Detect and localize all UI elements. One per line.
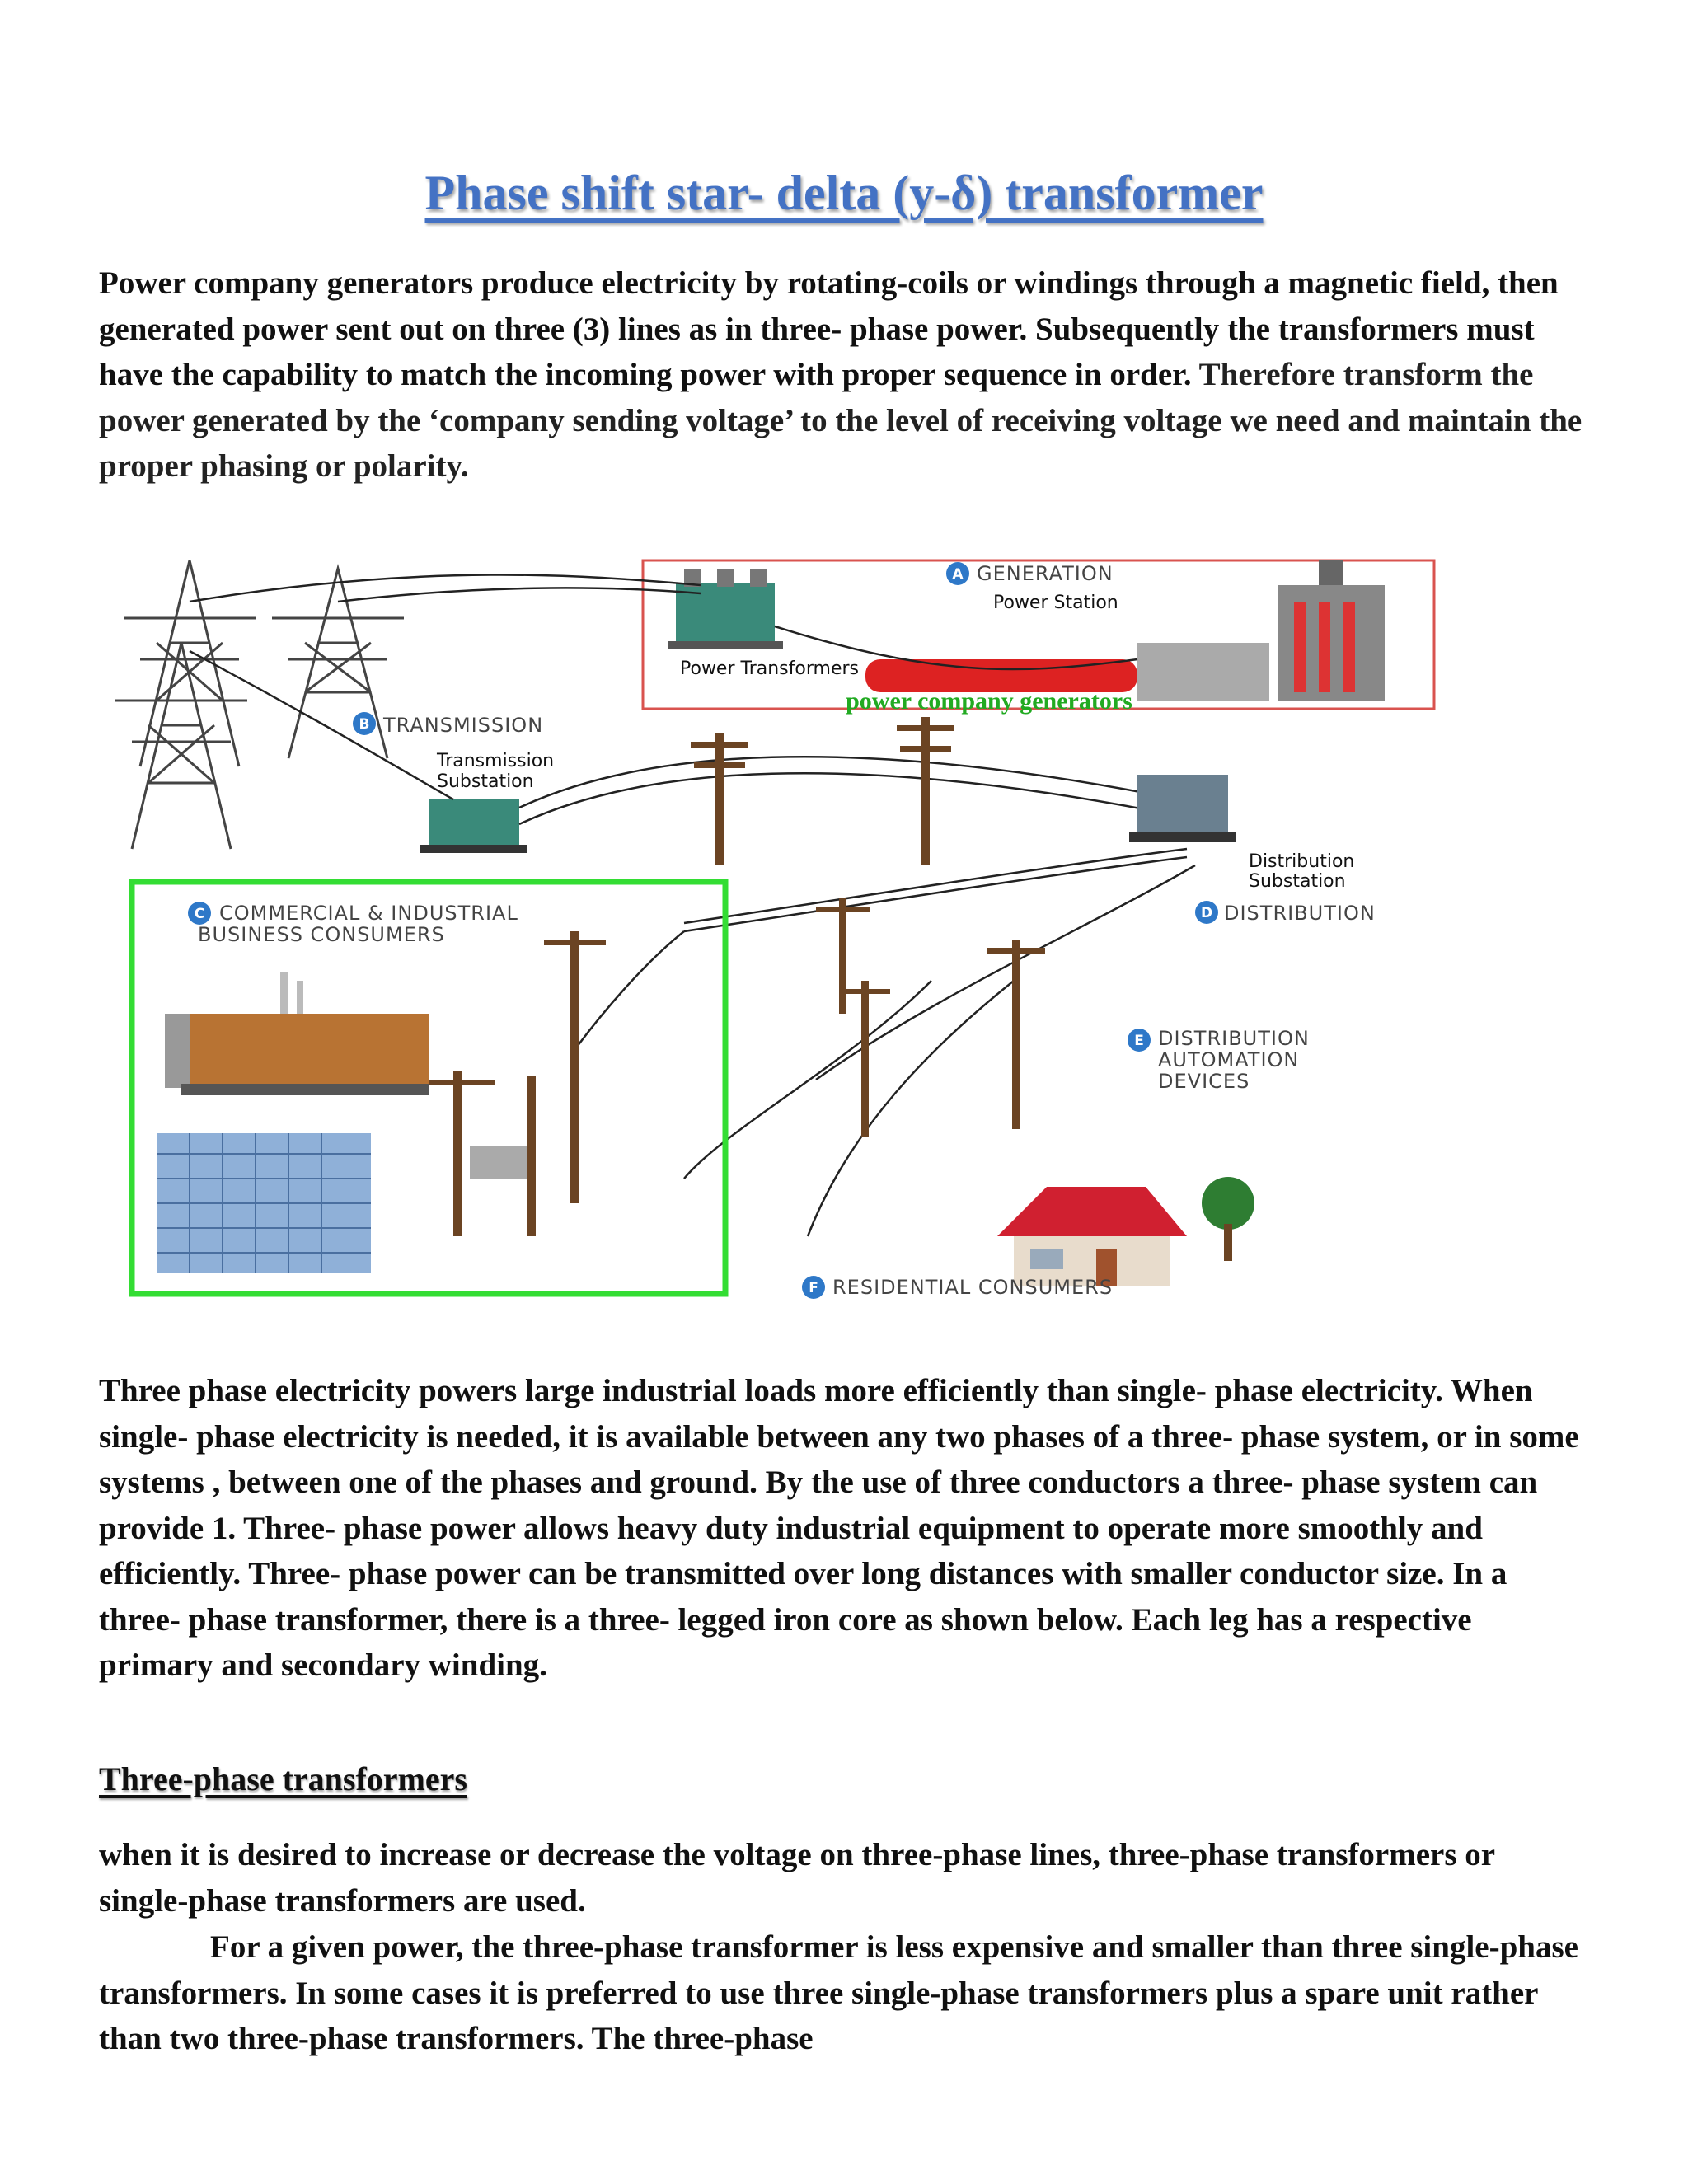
power-company-generators-caption: power company generators xyxy=(846,687,1132,715)
power-grid-diagram xyxy=(107,552,1459,1310)
power-transformer-icon xyxy=(668,569,783,649)
intro-normal-text: Therefore transform the power generated by the ‘company sending voltage’ to the level of receiving voltage we need and maintain the proper phasing or polarity. xyxy=(99,357,1582,484)
transmission-substation-label-1: Transmission xyxy=(437,751,555,771)
transformers-paragraph-2: For a given power, the three-phase transformer is less expensive and smaller than three single-phase transformers. In some cases it is preferred to use three single-phase transformers plus a spare unit rather than two three-phase transformers. The three-phase xyxy=(99,1929,1578,2056)
badge-f-letter: F xyxy=(809,1280,818,1296)
distribution-automation-label-2: AUTOMATION xyxy=(1158,1048,1300,1071)
power-station-label: Power Station xyxy=(993,593,1118,613)
transmission-substation-icon xyxy=(420,799,528,853)
office-building-icon xyxy=(157,1133,371,1273)
badge-b-letter: B xyxy=(359,716,370,733)
intro-paragraph xyxy=(99,260,1591,490)
commercial-label-2: BUSINESS CONSUMERS xyxy=(198,923,445,946)
distribution-substation-label-2: Substation xyxy=(1249,871,1346,892)
badge-c-letter: C xyxy=(194,906,205,922)
intro-bold-text: Power company generators produce electricity by rotating-coils or windings through a magnetic field, then generated power sent out on three (3) lines as in three- phase power. Subsequently the transformers must have the capability to match the incoming power with proper sequence in order. xyxy=(99,265,1559,392)
factory-icon xyxy=(165,972,429,1095)
house-icon xyxy=(997,1187,1187,1286)
residential-label: RESIDENTIAL CONSUMERS xyxy=(832,1276,1114,1299)
transmission-tower-3 xyxy=(115,643,247,849)
power-grid-illustration xyxy=(107,552,1459,1310)
three-phase-paragraph: Three phase electricity powers large industrial loads more efficiently than single- phase electricity. When single- phase electricity is needed, it is available between any two phases of a three- phase system, or in some systems , between one of the phases and ground. By the use of three conductors a three- phase system can provide 1. Three- phase power allows heavy duty industrial equipment to operate more smoothly and efficiently. Three- phase power can be transmitted over long distances with smaller conductor size. In a three- phase transformer, there is a three- legged iron core as shown below. Each leg has a respective primary and secondary winding. xyxy=(99,1373,1579,1683)
transmission-tower-1 xyxy=(124,560,256,766)
distribution-automation-label-3: DEVICES xyxy=(1158,1070,1250,1093)
distribution-automation-label-1: DISTRIBUTION xyxy=(1158,1027,1310,1050)
three-phase-transformers-heading: Three-phase transformers xyxy=(99,1760,467,1797)
transmission-label: TRANSMISSION xyxy=(383,714,544,737)
distribution-substation-icon xyxy=(1129,775,1236,842)
distribution-substation-label-1: Distribution xyxy=(1249,851,1355,872)
badge-d-letter: D xyxy=(1200,905,1213,921)
commercial-label-1: COMMERCIAL & INDUSTRIAL xyxy=(219,902,518,925)
page-title: Phase shift star- delta (y-δ) transformer xyxy=(424,166,1264,220)
transformers-paragraph-1: when it is desired to increase or decrease the voltage on three-phase lines, three-phase transformers or single-phase transformers are used. xyxy=(99,1837,1495,1919)
power-transformers-label: Power Transformers xyxy=(680,658,859,679)
utility-poles xyxy=(420,717,1045,1236)
generation-label: GENERATION xyxy=(977,562,1114,585)
badge-a-letter: A xyxy=(952,566,964,583)
distribution-label: DISTRIBUTION xyxy=(1224,902,1376,925)
tree-icon xyxy=(1202,1177,1254,1261)
badge-e-letter: E xyxy=(1134,1033,1144,1049)
power-station-icon xyxy=(1278,560,1385,701)
transmission-substation-label-2: Substation xyxy=(437,771,534,792)
